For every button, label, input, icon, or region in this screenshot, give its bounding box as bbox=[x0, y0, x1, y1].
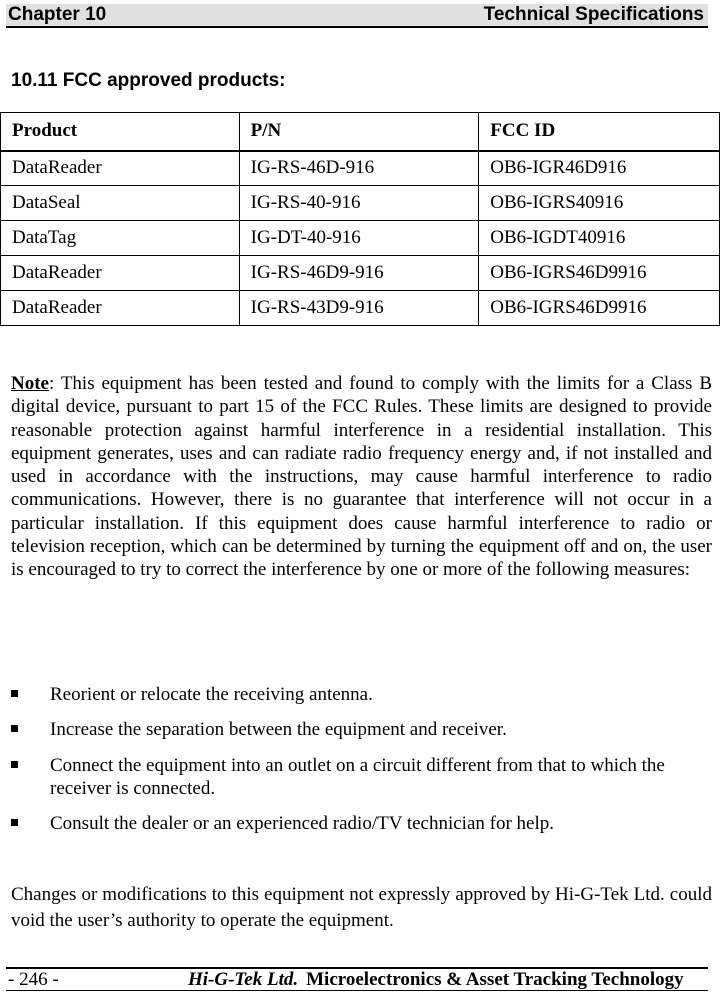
measure-text: Connect the equipment into an outlet on a circuit different from that to which the receiver is connected. bbox=[50, 754, 665, 799]
square-bullet-icon bbox=[11, 761, 18, 768]
measure-text: Consult the dealer or an experienced radio/TV technician for help. bbox=[50, 813, 555, 835]
fcc-note bbox=[11, 372, 712, 582]
square-bullet-icon bbox=[11, 690, 18, 697]
table-row bbox=[1, 151, 720, 186]
cell-fcc-id: OB6-IGR46D916 bbox=[479, 151, 720, 186]
fcc-products-table bbox=[0, 112, 720, 326]
square-bullet-icon bbox=[11, 725, 18, 732]
list-item bbox=[11, 683, 712, 706]
square-bullet-icon bbox=[11, 819, 18, 826]
cell-pn: IG-RS-46D9-916 bbox=[239, 256, 479, 291]
list-item bbox=[11, 754, 712, 801]
cell-fcc-id: OB6-IGRS40916 bbox=[479, 186, 720, 221]
column-header-product: Product bbox=[1, 113, 240, 151]
table-row bbox=[1, 186, 720, 221]
cell-pn: IG-RS-40-916 bbox=[239, 186, 479, 221]
cell-product: DataReader bbox=[1, 256, 240, 291]
list-item bbox=[11, 718, 712, 741]
note-text: : This equipment has been tested and found to comply with the limits for a Class B digital device, pursuant to part 15 of the FCC Rules. These limits are designed to provide reasonable protection against harmful interference in a residential installation. This equipment generates, uses and can radiate radio frequency energy and, if not installed and used in accordance with the instructions, may cause harmful interference to radio communications. However, there is no guarantee that interference will not occur in a particular installation. If this equipment does cause harmful interference to radio or television reception, which can be determined by turning the equipment off and on, the user is encouraged to try to correct the interference by one or more of the following measures: bbox=[11, 373, 712, 581]
measure-text: Reorient or relocate the receiving antenna. bbox=[50, 684, 373, 705]
measure-text: Increase the separation between the equipment and receiver. bbox=[50, 719, 507, 741]
table-row bbox=[1, 256, 720, 291]
company-tagline: Microelectronics & Asset Tracking Technology bbox=[306, 968, 684, 990]
cell-fcc-id: OB6-IGRS46D9916 bbox=[479, 291, 720, 326]
section-title: 10.11 FCC approved products: bbox=[11, 70, 286, 91]
column-header-fcc-id: FCC ID bbox=[479, 113, 720, 151]
cell-pn: IG-RS-43D9-916 bbox=[239, 291, 479, 326]
page-number: - 246 - bbox=[8, 968, 59, 990]
table-row bbox=[1, 221, 720, 256]
cell-pn: IG-DT-40-916 bbox=[239, 221, 479, 256]
cell-pn: IG-RS-46D-916 bbox=[239, 151, 479, 186]
cell-product: DataReader bbox=[1, 151, 240, 186]
measures-list bbox=[11, 683, 712, 847]
page-header bbox=[6, 4, 708, 28]
table-row bbox=[1, 291, 720, 326]
column-header-pn: P/N bbox=[239, 113, 479, 151]
table-header-row bbox=[1, 113, 720, 151]
cell-fcc-id: OB6-IGDT40916 bbox=[479, 221, 720, 256]
changes-paragraph: Changes or modifications to this equipment not expressly approved by Hi-G-Tek Ltd. could void the user’s authority to operate the equipment. bbox=[11, 884, 712, 931]
page-footer bbox=[6, 967, 708, 991]
company-name: Hi-G-Tek Ltd. bbox=[188, 968, 299, 990]
cell-product: DataReader bbox=[1, 291, 240, 326]
cell-product: DataSeal bbox=[1, 186, 240, 221]
note-label: Note bbox=[11, 373, 49, 394]
cell-product: DataTag bbox=[1, 221, 240, 256]
cell-fcc-id: OB6-IGRS46D9916 bbox=[479, 256, 720, 291]
list-item bbox=[11, 812, 712, 835]
chapter-label: Chapter 10 bbox=[8, 4, 107, 25]
chapter-title: Technical Specifications bbox=[483, 4, 704, 25]
